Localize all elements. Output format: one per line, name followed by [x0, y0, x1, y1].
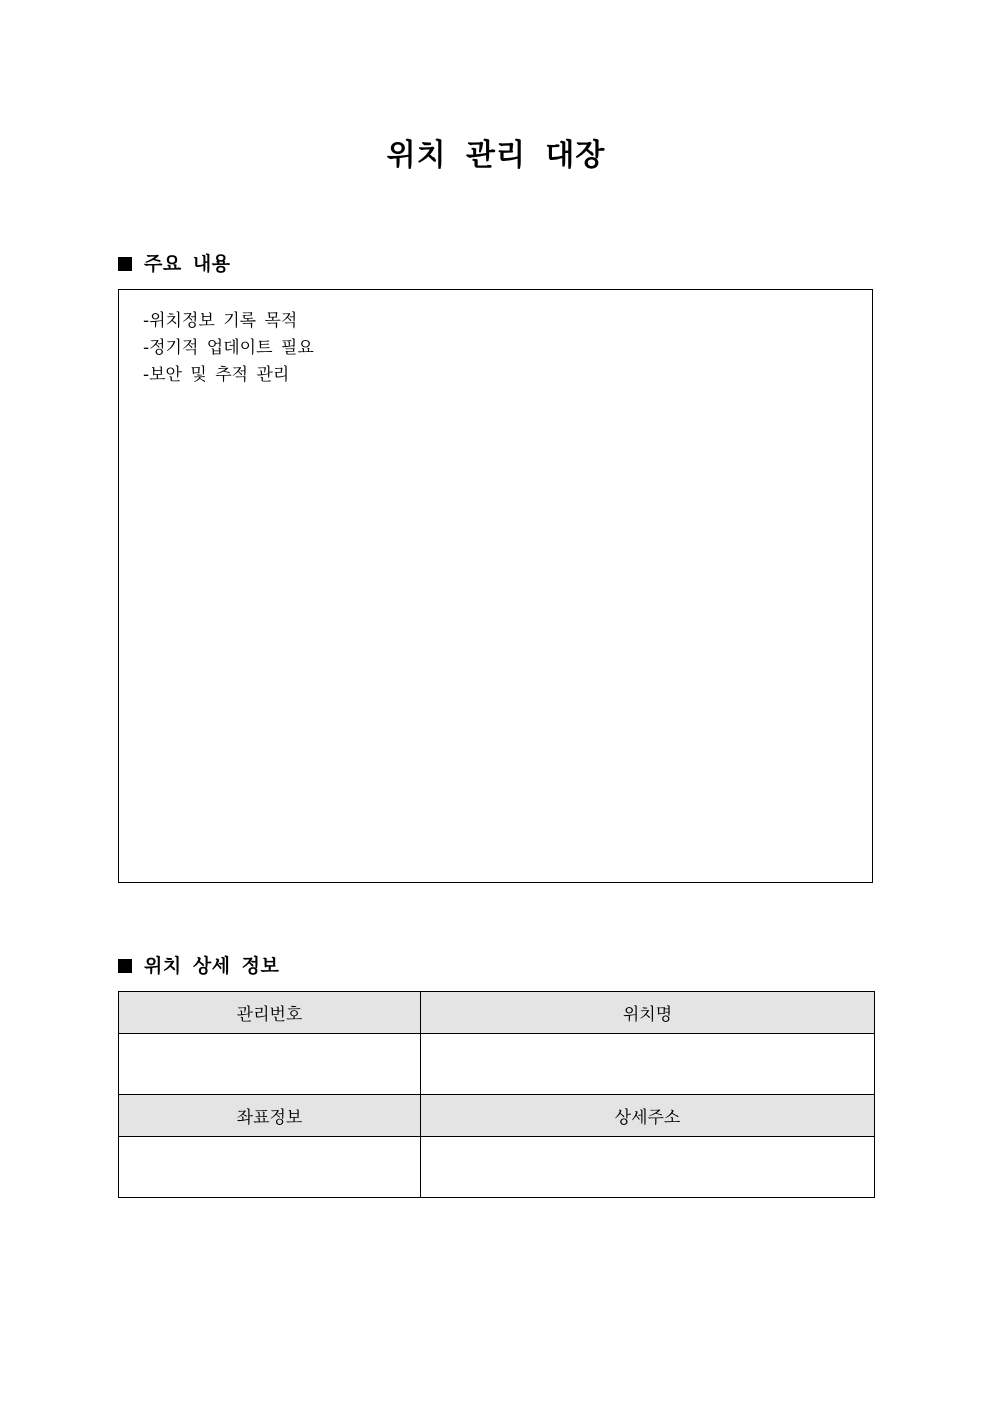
main-section-heading	[118, 250, 231, 278]
detailed-address-value[interactable]	[421, 1137, 875, 1198]
coordinates-value[interactable]	[119, 1137, 421, 1198]
table-value-row	[119, 1034, 875, 1095]
content-line: -위치정보 기록 목적	[143, 311, 298, 331]
bullet-square-icon	[118, 257, 132, 271]
table-value-row	[119, 1137, 875, 1198]
content-line: -정기적 업데이트 필요	[143, 338, 314, 358]
location-name-value[interactable]	[421, 1034, 875, 1095]
main-section-heading-label: 주요 내용	[144, 253, 231, 275]
location-detail-table	[118, 991, 875, 1198]
bullet-square-icon	[118, 959, 132, 973]
header-detailed-address: 상세주소	[421, 1095, 875, 1137]
content-line: -보안 및 추적 관리	[143, 365, 290, 385]
detail-section-heading	[118, 952, 279, 980]
header-location-name: 위치명	[421, 992, 875, 1034]
header-management-number: 관리번호	[119, 992, 421, 1034]
header-coordinates: 좌표정보	[119, 1095, 421, 1137]
management-number-value[interactable]	[119, 1034, 421, 1095]
page-title: 위치 관리 대장	[386, 138, 606, 173]
table-header-row	[119, 1095, 875, 1137]
table-header-row	[119, 992, 875, 1034]
detail-section-heading-label: 위치 상세 정보	[144, 955, 280, 977]
main-content-box	[118, 289, 873, 883]
